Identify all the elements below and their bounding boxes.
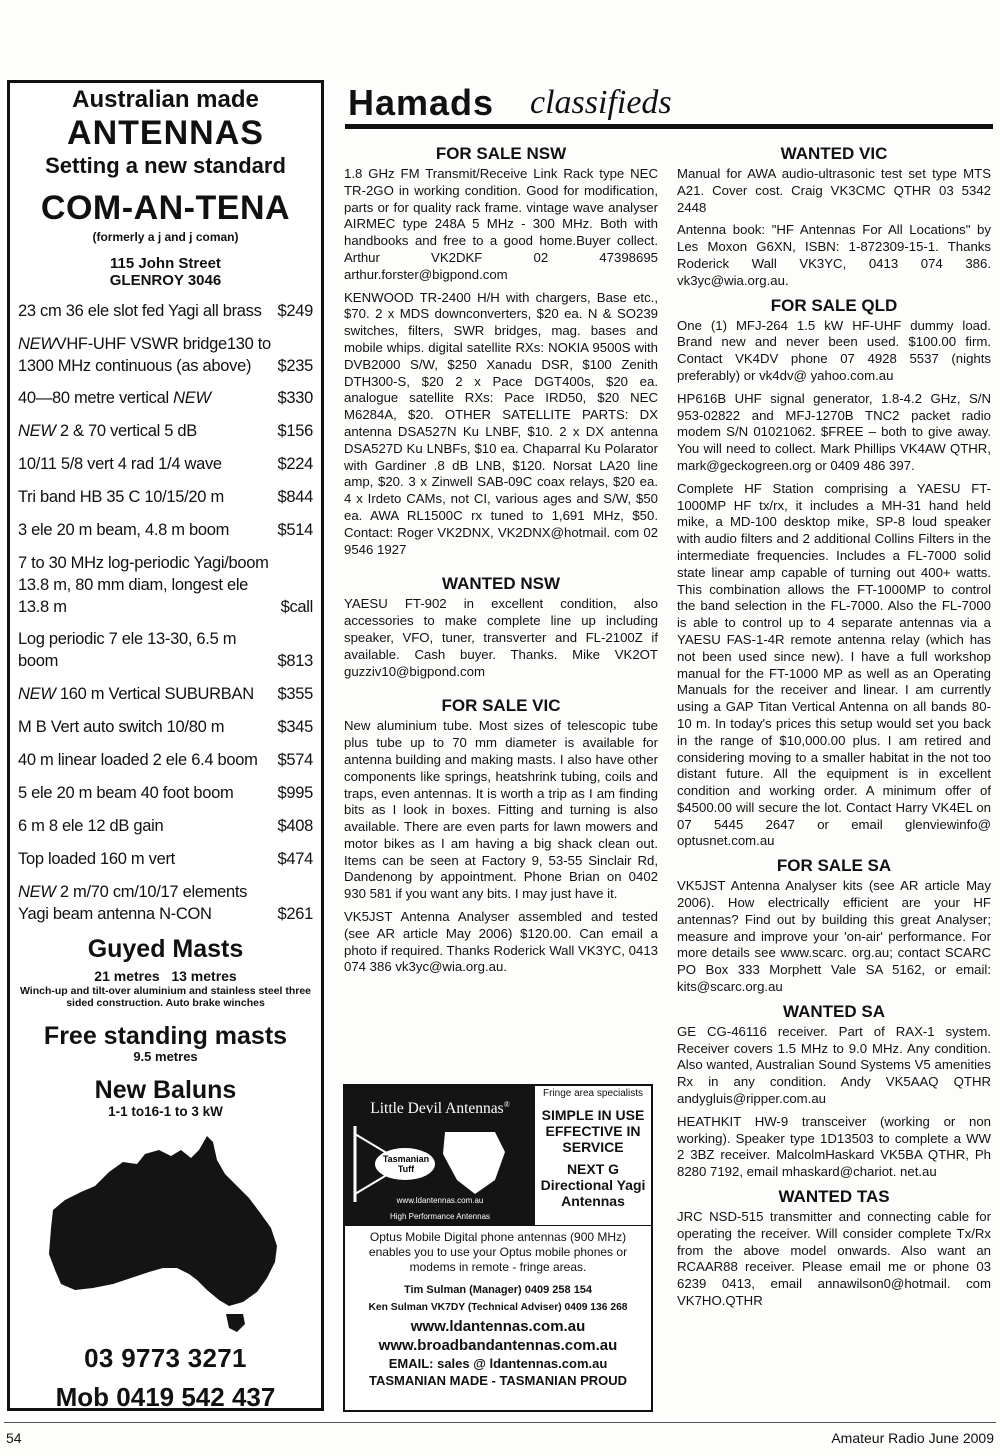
guyed-masts-title: Guyed Masts	[87, 934, 244, 963]
australia-mainland-shape	[49, 1136, 277, 1306]
classified-ad: JRC NSD-515 transmitter and connecting cable for operating the receiver. Will consider complete Tx/Rx from the above model onwards. Also want an RCAAR88 receiver. Please email me or phone 03 6239 0413, email annawilson0@hotmail. com VK7HO.QTHR	[677, 1209, 991, 1309]
price-list	[18, 300, 313, 925]
ad-address-suburb: GLENROY 3046	[109, 271, 222, 289]
tasmania-shape	[226, 1314, 245, 1332]
comantena-advert	[7, 80, 324, 1411]
little-devil-optus-text: Optus Mobile Digital phone antennas (900 MHz) enables you to use your Optus mobile phones or modems in remote - fringe areas.	[368, 1230, 628, 1274]
little-devil-features: Fringe area specialists SIMPLE IN USE EFFECTIVE IN SERVICE NEXT G Directional Yagi Antennas	[540, 1088, 646, 1209]
price-row: Tri band HB 35 C 10/15/20 m $844	[18, 487, 313, 506]
classified-ad: GE CG-46116 receiver. Part of RAX-1 system. Receiver covers 1.5 MHz to 9.0 MHz. Any condition. Also wanted, Australian Sound Systems V5 amenities Rx in any condition. Andy VK5AAQ QTHR andygluis@ripper.com.au	[677, 1023, 991, 1107]
broadband-website[interactable]: www.broadbandantennas.com.au	[378, 1337, 618, 1354]
little-devil-advert	[343, 1084, 653, 1412]
tasmania-antenna-icon	[345, 1124, 535, 1204]
classified-ad: One (1) MFJ-264 1.5 kW HF-UHF dummy load. Brand new and never been used. $100.00 firm. Contact VK4DV phone 07 4928 5537 (nights preferably) or vk4dv@ yahoo.com.au	[677, 317, 991, 383]
price-row: 40 m linear loaded 2 ele 6.4 boom $574	[18, 750, 313, 769]
heading-for-sale-nsw: FOR SALE NSW	[435, 144, 567, 163]
ad-line-standard: Setting a new standard	[45, 152, 286, 178]
classified-ad: VK5JST Antenna Analyser kits (see AR article May 2006). How electrically efficient are your HF antennas? Find out by building this great Analyser; measure and improve your 'on-air' performance. For more details see www.scarc. org.au; contact SCARC PO Box 333 Morphett Vale SA 5162, or email: kits@scarc.org.au	[677, 878, 991, 995]
heading-for-sale-vic: FOR SALE VIC	[441, 696, 561, 716]
little-devil-slogan: TASMANIAN MADE - TASMANIAN PROUD	[368, 1373, 628, 1388]
ad-mobile: Mob 0419 542 437	[55, 1381, 276, 1412]
baluns-sub: 1-1 to16-1 to 3 kW	[108, 1104, 223, 1120]
price-row: NEWVHF-UHF VSWR bridge130 to 1300 MHz continuous (as above) $235	[18, 334, 313, 375]
baluns-title: New Baluns	[94, 1076, 237, 1105]
little-devil-website[interactable]: www.ldantennas.com.au	[410, 1318, 586, 1335]
journal-issue: Amateur Radio June 2009	[831, 1430, 994, 1446]
price-row: NEW 160 m Vertical SUBURBAN $355	[18, 684, 313, 703]
ad-phone: 03 9773 3271	[84, 1342, 247, 1373]
price-row: 6 m 8 ele 12 dB gain $408	[18, 816, 313, 835]
heading-wanted-vic: WANTED VIC	[780, 144, 888, 163]
section-title-hamads: Hamads	[348, 82, 495, 123]
tasmanian-tuff-label: Tasmanian Tuff	[382, 1154, 430, 1174]
header-rule	[345, 124, 993, 129]
section-subtitle-classifieds: classifieds	[530, 84, 672, 121]
guyed-masts-desc: Winch-up and tilt-over aluminium and stainless steel three sided construction. Auto brake winches	[19, 985, 312, 1010]
price-row: 5 ele 20 m beam 40 foot boom $995	[18, 783, 313, 802]
classified-ad: 1.8 GHz FM Transmit/Receive Link Rack type NEC TR-2GO in working condition. Good for modification, parts or for quality rack frame. vintage wave analyser AIRMEC type 248A 5 MHz - 300 MHz. Both with handbooks and free to a good home.Buyer collect. Arthur VK2DKF 02 47398695 arthur.forster@bigpond.com	[344, 166, 658, 282]
heading-for-sale-qld: FOR SALE QLD	[770, 295, 898, 315]
little-devil-email[interactable]: EMAIL: sales @ ldantennas.com.au	[388, 1356, 608, 1371]
little-devil-title: Little Devil Antennas®	[370, 1100, 510, 1118]
classified-ad: New aluminium tube. Most sizes of telescopic tube plus tube up to 70 mm diameter is available for antenna building and making masts. I also have other components like springs, heatshrink tubing, coils and traps, even antennas. It is worth a trip as I am finding bits as I look in boxes. Fitting and turning is also available. There are even parts for lawn mowers and motor bikes as I am having a big shack clean out. Items can be seen at Factory 9, 53-55 Sinclair Rd, Dandenong by appointment. Phone Brian on 0402 930 581 if you want any bits. I may just have it.	[344, 718, 658, 902]
ad-line-antennas: ANTENNAS	[67, 113, 264, 152]
heading-wanted-nsw: WANTED NSW	[441, 574, 561, 594]
price-row: 10/11 5/8 vert 4 rad 1/4 wave $224	[18, 454, 313, 473]
classified-ad: HEATHKIT HW-9 transceiver (working or non working). Speaker type 1D13503 to complete a WW 2 3BZ receiver. MalcolmHaskard VK5BA QTHR, Ph 8280 7192, email mhaskard@chariot. net.au	[677, 1113, 991, 1180]
footer-rule	[4, 1422, 996, 1423]
classified-ad: Manual for AWA audio-ultrasonic test set type MTS A21. Cover cost. Craig VK3CMC QTHR 03 5342 2448	[677, 166, 991, 215]
little-devil-small-url: www.ldantennas.com.au	[396, 1196, 484, 1205]
little-devil-logo-panel	[345, 1086, 535, 1225]
little-devil-tagline: High Performance Antennas	[389, 1212, 491, 1221]
classified-ad: HP616B UHF signal generator, 1.8-4.2 GHz, S/N 953-02822 and MFJ-1270B TNC2 packet radio modem S/N 01021062. $FREE – both to give away. You will need to collect. Mark Phillips VK4AW QTHR, mark@geckogreen.org or 0409 486 397.	[677, 390, 991, 473]
classified-ad: VK5JST Antenna Analyser assembled and tested (see AR article May 2006) $120.00. Can email a photo if required. Thanks Roderick Wall VK3YC, 0413 074 386 vk3yc@wia.org.au.	[344, 909, 658, 975]
price-row: 7 to 30 MHz log-periodic Yagi/boom 13.8 m, 80 mm diam, longest ele 13.8 m $call	[18, 553, 313, 616]
heading-wanted-sa: WANTED SA	[783, 1001, 885, 1021]
price-row: 23 cm 36 ele slot fed Yagi all brass $249	[18, 301, 313, 320]
price-row: Log periodic 7 ele 13-30, 6.5 m boom $813	[18, 629, 313, 670]
little-devil-contacts: Tim Sulman (Manager) 0409 258 154 Ken Sulman VK7DY (Technical Adviser) 0409 136 268	[368, 1284, 628, 1313]
classified-ad: Antenna book: "HF Antennas For All Locations" by Les Moxon G6XN, ISBN: 1-872309-15-1. Thanks Roderick Wall VK3YC, 0413 074 386. vk3yc@wia.org.au.	[677, 222, 991, 288]
guyed-masts-sizes: 21 metres 13 metres	[94, 967, 237, 984]
price-row: 40—80 metre vertical NEW $330	[18, 388, 313, 407]
price-row: NEW 2 m/70 cm/10/17 elements Yagi beam antenna N-CON $261	[18, 882, 313, 923]
ad-line-australian-made: Australian made	[72, 86, 259, 113]
ad-formerly: (formerly a j and j coman)	[92, 229, 239, 244]
classifieds-column-2	[677, 144, 991, 1316]
australia-map-image	[31, 1128, 301, 1338]
heading-for-sale-sa: FOR SALE SA	[776, 856, 892, 876]
price-row: M B Vert auto switch 10/80 m $345	[18, 717, 313, 736]
ad-address-street: 115 John Street	[110, 255, 221, 273]
price-row: Top loaded 160 m vert $474	[18, 849, 313, 868]
free-masts-title: Free standing masts	[43, 1021, 288, 1050]
ad-address	[18, 256, 313, 290]
classified-ad: Complete HF Station comprising a YAESU FT-1000MP HF tx/rx, it includes a MH-31 hand held mike, a MD-100 desktop mike, SP-8 loud speaker with audio filters and 2 additional Collins Filters in the intermediate frequencies. Includes a FL-7000 solid state linear amp capable of turning out 400+ watts. This combination allows the FT-1000MP to control the band selection in the FL-7000. Also the FL-7000 is able to control up to 4 separate antennas via a YAESU FAS-1-4R remote antenna relay (which has not been used since new). I have a full workshop manual for the FT-1000 MP as well as an Operating Manuals for the receiver and linear. I am currently using a GAP Titan Vertical Antenna on all bands 80-10 m. In today's prices this setup would set you back in the range of $10,000.00 plus. I am retired and considering moving to a smaller habitat in the not too distant future. All the equipment is in excellent condition and working order. A minimum offer of $4500.00 will secure the lot. Contact Harry VK4EL on 07 5445 2647 or email glenviewinfo@ optusnet.com.au	[677, 480, 991, 849]
classifieds-column-1	[344, 144, 658, 982]
price-row: NEW 2 & 70 vertical 5 dB $156	[18, 421, 313, 440]
heading-wanted-tas: WANTED TAS	[778, 1187, 890, 1207]
classified-ad: KENWOOD TR-2400 H/H with chargers, Base etc., $70. 2 x MDS downconverters, $20 ea. N & SO239 switches, filters, SWR bridges, mag. bases and mobile whips. digital satellite RXs: NOKIA 9500S with DVB2000 S/W, $250 Xanadu DSR, $100 Zenith DTH300-S, $20 2 x Pace DGT400s, $20 ea. analogue satellite RXs: Pace IRD50, $20 NEC M6284A, $20. OTHER SATELLITE PARTS: DX antenna DSA527N Ku LNBF, $10. 2 x DX antenna DSA527D Ku LNBFs, $10 ea. Chaparral Ku Polarator with Gardiner .8 dB LNB, $120. Norsat LA20 line amp, $20. 3 x Zinwell SAB-09C coax relays, $20 ea. 4 x Irdeto CAMs, not CI, various ages and S/W, $50 ea. AWA RL1500C rx tuned to 1,691 MHz, $50. Contact: Roger VK2DNX, VK2DNX@hotmail. com 02 9546 1927	[344, 289, 658, 557]
ad-brand: COM-AN-TENA	[40, 188, 291, 227]
price-row: 3 ele 20 m beam, 4.8 m boom $514	[18, 520, 313, 539]
free-masts-sub: 9.5 metres	[133, 1048, 198, 1064]
page-number: 54	[6, 1430, 22, 1446]
classified-ad: YAESU FT-902 in excellent condition, also accessories to make complete line up including speaker, VFO, tuner, transverter and FL-2100Z if available. Cash buyer. Thanks. Mike VK2OT guzziv10@bigpond.com	[344, 596, 658, 679]
